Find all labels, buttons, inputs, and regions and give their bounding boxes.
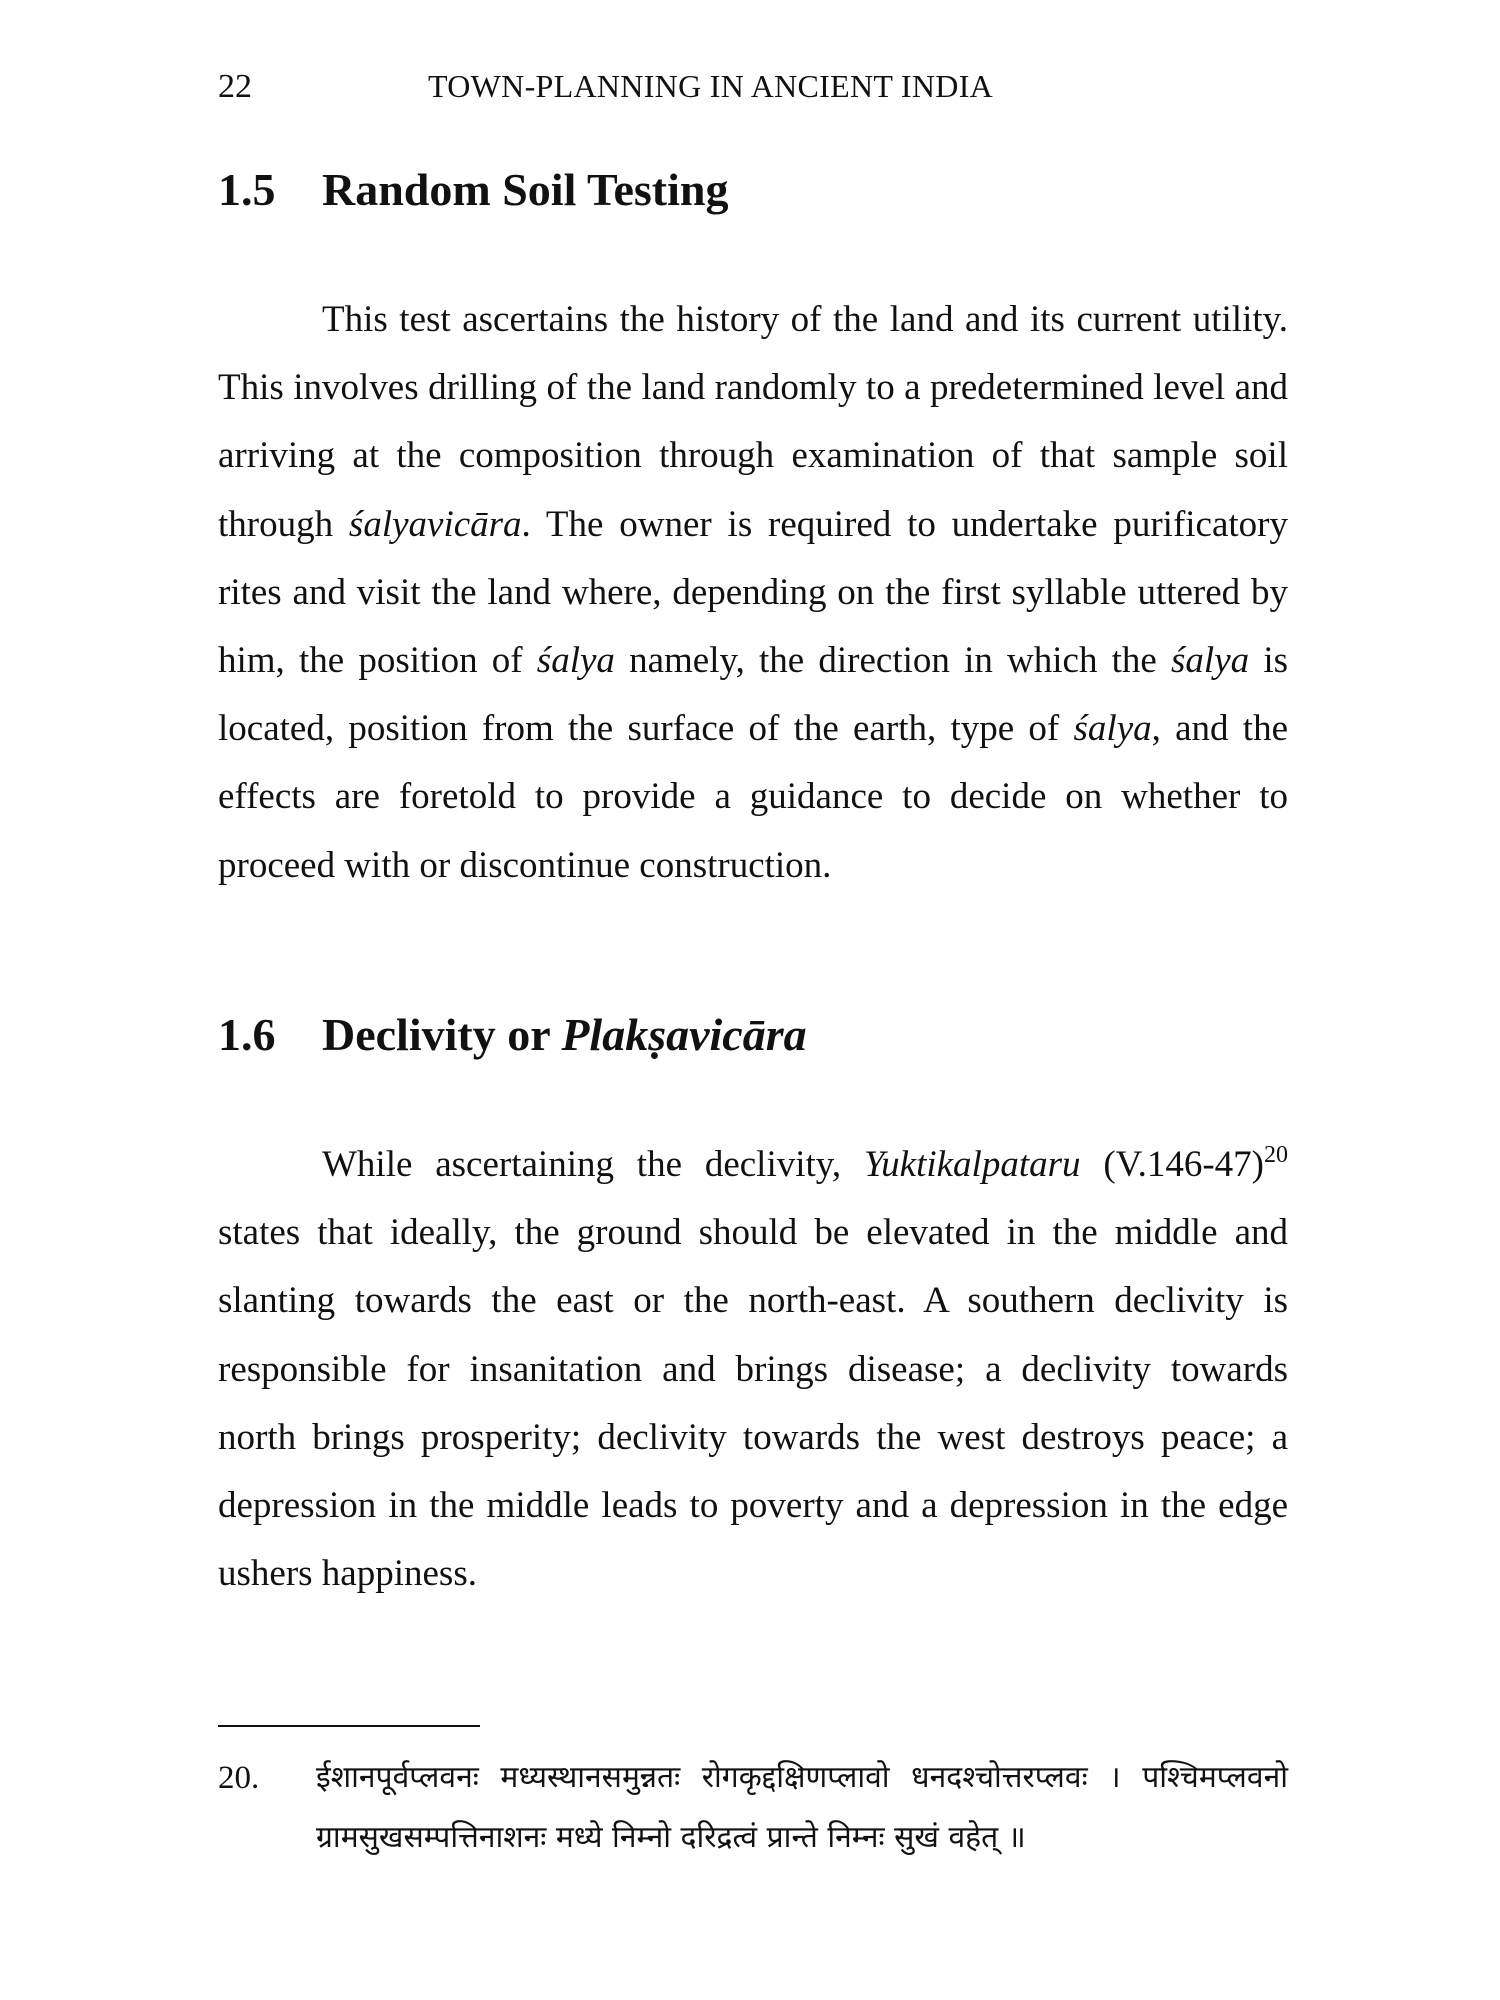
section-1-5 <box>218 160 1288 900</box>
running-title: TOWN-PLANNING IN ANCIENT INDIA <box>428 68 994 104</box>
footnote-20 <box>218 1748 1288 1868</box>
section-heading <box>218 160 1288 220</box>
text-run: is located, position from the surface of the earth, type of <box>218 640 1288 750</box>
footnote-number: 20. <box>218 1760 260 1796</box>
page-number: 22 <box>218 68 252 105</box>
italic-work-title: Yuktikalpataru <box>863 1144 1081 1185</box>
text-run: While ascertaining the declivity, <box>322 1144 864 1185</box>
section-title: Random Soil Testing <box>322 164 729 215</box>
text-run: namely, the direction in which the <box>614 640 1172 682</box>
section-heading <box>218 1005 1288 1065</box>
running-header <box>218 68 1288 118</box>
text-run: This test ascertains the history of the land and its current utility. This involves drilling of the land randomly to a predetermined level and arriving at the composition through examination of that sample soil through <box>218 299 1288 545</box>
footnote-sanskrit-text: ईशानपूर्वप्लवनः मध्यस्थानसमुन्नतः रोगकृद्दक्षिणप्लावो धनदश्चोत्तरप्लवः । पश्चिमप्लवनो ग्रामसुखसम्पत्तिनाशनः मध्ये निम्नो दरिद्रत्वं प्रान्ते निम्नः सुखं वहेत् ॥ <box>316 1760 1288 1855</box>
footnote-reference[interactable]: 20 <box>1264 1142 1289 1168</box>
italic-term: śalya <box>1073 708 1152 750</box>
text-run: (V.146-47) <box>1080 1144 1265 1185</box>
section-title: Declivity or <box>322 1009 562 1060</box>
section-paragraph <box>218 1131 1288 1608</box>
section-1-6 <box>218 1005 1288 1608</box>
section-paragraph <box>218 286 1288 900</box>
text-run: . The owner is required to undertake purificatory rites and visit the land where, depending on the first syllable uttered by him, the position of <box>218 503 1289 682</box>
italic-term: śalya <box>536 640 615 682</box>
footnote-divider <box>218 1725 480 1727</box>
section-number: 1.6 <box>218 1009 276 1060</box>
section-number: 1.5 <box>218 164 276 215</box>
text-run: states that ideally, the ground should be elevated in the middle and slanting towards the east or the north-east. A southern declivity is responsible for insanitation and brings disease; a declivity towards north brings prosperity; declivity towards the west destroys peace; a depression in the middle leads to poverty and a depression in the edge ushers happiness. <box>218 1212 1288 1595</box>
italic-term: śalya <box>1171 640 1250 682</box>
italic-term: śalyavicāra <box>348 503 522 545</box>
section-title-italic: Plakṣavicāra <box>561 1009 807 1060</box>
text-run: , and the effects are foretold to provide a guidance to decide on whether to proceed with or discontinue construction. <box>218 708 1289 886</box>
